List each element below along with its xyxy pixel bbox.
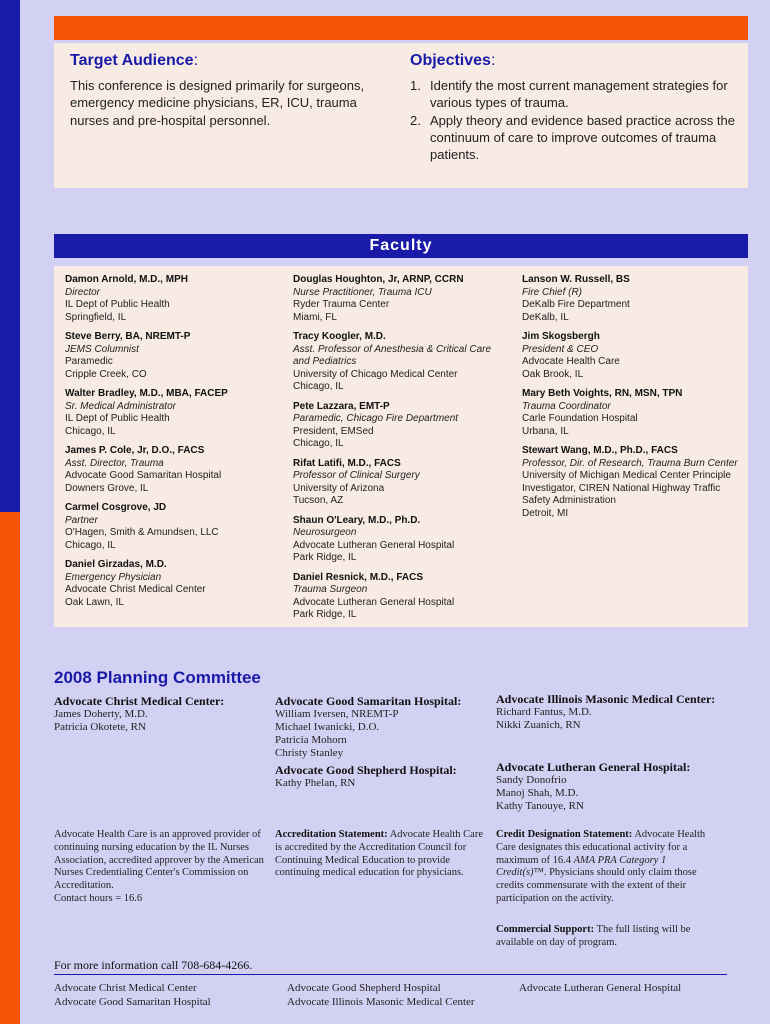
footer-column-3 [519,981,681,995]
objectives-list [410,77,750,163]
committee-hospital: Advocate Good Shepherd Hospital: [275,763,457,777]
faculty-name: James P. Cole, Jr, D.O., FACS [65,445,205,456]
faculty-location: Chicago, IL [293,381,344,392]
faculty-member [293,458,508,508]
committee-member: Patricia Okotete, RN [54,721,146,733]
committee-lutheran [496,760,736,813]
faculty-member [65,388,280,438]
faculty-location: Springfield, IL [65,311,127,323]
faculty-organization: Advocate Lutheran General Hospital [293,539,455,551]
committee-member: William Iversen, NREMT-P [275,708,399,720]
faculty-column-3 [522,274,744,527]
commercial-label: Commercial Support: [496,924,595,935]
top-accent-bar [54,16,748,40]
nursing-text: Advocate Health Care is an approved provider of continuing nursing education by the IL Nurses Association, accredited approver by the American Nurses Credentialing Center's Commission on Accreditation. [54,829,264,892]
faculty-member [522,388,744,438]
faculty-organization: University of Michigan Medical Center Principle Investigator, CIREN National Highway Traffic Safety Administration [522,470,731,506]
committee-member: James Doherty, M.D. [54,708,148,720]
faculty-title: Neurosurgeon [293,527,357,538]
target-audience-text: This conference is designed primarily for surgeons, emergency medicine physicians, ER, ICU, trauma nurses and pre-hospital personnel. [70,78,365,128]
faculty-organization: Ryder Trauma Center [293,299,390,310]
faculty-organization: O'Hagen, Smith & Amundsen, LLC [65,527,219,538]
faculty-title: Professor of Clinical Surgery [293,470,420,481]
faculty-name: Daniel Resnick, M.D., FACS [293,571,424,583]
faculty-member [522,445,744,520]
faculty-location: Detroit, MI [522,507,569,519]
faculty-title: Trauma Surgeon [293,584,368,595]
faculty-member [65,502,280,552]
accreditation-label: Accreditation Statement: [275,829,388,840]
faculty-name: Pete Lazzara, EMT-P [293,400,390,412]
faculty-title: President & CEO [522,343,599,355]
faculty-location: Urbana, IL [522,425,569,437]
faculty-location: Chicago, IL [293,438,344,449]
contact-phone-line: For more information call 708-684-4266. [54,958,253,972]
faculty-organization: Advocate Health Care [522,356,620,367]
commercial-support [496,924,706,950]
faculty-name: Daniel Girzadas, M.D. [65,559,167,570]
planning-committee-heading: 2008 Planning Committee [54,668,261,687]
faculty-organization: Advocate Christ Medical Center [65,584,206,595]
faculty-member [293,331,508,394]
faculty-title: Nurse Practitioner, Trauma ICU [293,286,432,298]
faculty-title: Trauma Coordinator [522,400,611,412]
faculty-location: Chicago, IL [65,425,116,437]
objectives-heading: Objectives: [410,52,496,69]
faculty-name: Shaun O'Leary, M.D., Ph.D. [293,514,421,526]
footer-hospital: Advocate Illinois Masonic Medical Center [287,996,475,1008]
faculty-organization: IL Dept of Public Health [65,299,170,310]
committee-hospital: Advocate Illinois Masonic Medical Center: [496,692,716,706]
footer-hospital: Advocate Lutheran General Hospital [519,982,682,994]
committee-hospital: Advocate Good Samaritan Hospital: [275,694,462,708]
faculty-organization: Paramedic [65,356,113,367]
faculty-organization: Carle Foundation Hospital [522,413,638,424]
faculty-title: Asst. Professor of Anesthesia & Critical Care and Pediatrics [293,343,492,367]
faculty-title: Sr. Medical Administrator [65,400,176,412]
faculty-location: Oak Brook, IL [522,368,584,380]
footer-divider [54,974,727,975]
committee-member: Patricia Mohorn [275,734,347,746]
faculty-title: Director [65,286,101,298]
faculty-title: JEMS Columnist [65,343,139,355]
faculty-member [293,572,508,622]
faculty-member [522,331,744,381]
committee-member: Sandy Donofrio [496,774,567,786]
faculty-location: Tucson, AZ [293,495,344,506]
faculty-member [65,331,280,381]
faculty-member [293,274,508,324]
faculty-member [293,401,508,451]
faculty-location: Chicago, IL [65,539,116,551]
faculty-location: DeKalb, IL [522,311,569,323]
objective-item: 1. Identify the most current management strategies for various types of trauma. [410,78,728,111]
committee-masonic [496,692,736,732]
faculty-title: Fire Chief (R) [522,286,583,298]
footer-hospital: Advocate Good Shepherd Hospital [287,982,441,994]
faculty-name: Damon Arnold, M.D., MPH [65,274,188,285]
credit-designation: Credit Designation Statement: Advocate Health Care designates this educational activity for a maximum of 16.4 AMA PRA Category 1 Credit(s)™. Physicians should only claim those credits commensurate with the extent of their participation on the activity. [496,829,706,904]
faculty-column-1 [65,274,280,616]
faculty-member [65,274,280,324]
committee-good-samaritan [275,694,490,760]
accreditation-statement [275,829,490,880]
faculty-name: Walter Bradley, M.D., MBA, FACEP [65,388,228,399]
faculty-location: Oak Lawn, IL [65,596,124,608]
faculty-organization: University of Chicago Medical Center [293,368,458,380]
faculty-organization: University of Arizona [293,482,385,494]
faculty-location: Downers Grove, IL [65,482,149,494]
faculty-name: Jim Skogsbergh [522,331,600,342]
faculty-location: Park Ridge, IL [293,552,357,563]
faculty-title: Partner [65,514,98,526]
faculty-heading: Faculty [54,234,748,258]
nursing-accreditation [54,829,264,906]
target-audience-heading: Target Audience: [70,52,199,69]
faculty-column-2 [293,274,508,629]
credit-label: Credit Designation Statement: [496,829,633,840]
committee-christ [54,694,264,734]
committee-member: Nikki Zuanich, RN [496,719,581,731]
committee-hospital: Advocate Christ Medical Center: [54,694,225,708]
committee-member: Michael Iwanicki, D.O. [275,721,380,733]
faculty-organization: DeKalb Fire Department [522,299,630,310]
faculty-organization: Advocate Good Samaritan Hospital [65,470,222,481]
faculty-name: Rifat Latifi, M.D., FACS [293,457,401,469]
objective-item: 2. Apply theory and evidence based practice across the continuum of care to improve outcomes of trauma patients. [410,112,735,163]
faculty-name: Stewart Wang, M.D., Ph.D., FACS [522,445,678,456]
faculty-title: Professor, Dir. of Research, Trauma Burn Center [522,457,738,469]
faculty-name: Douglas Houghton, Jr, ARNP, CCRN [293,274,464,285]
faculty-name: Lanson W. Russell, BS [522,274,630,285]
faculty-member [65,559,280,609]
faculty-location: Miami, FL [293,311,337,323]
committee-member: Kathy Tanouye, RN [496,800,584,812]
faculty-name: Steve Berry, BA, NREMT-P [65,331,191,342]
side-stripe-orange [0,512,20,1024]
faculty-title: Paramedic, Chicago Fire Department [293,413,459,424]
footer-hospital: Advocate Good Samaritan Hospital [54,996,211,1008]
faculty-organization: President, EMSed [293,425,374,437]
faculty-member [293,515,508,565]
committee-good-shepherd [275,763,490,790]
faculty-location: Park Ridge, IL [293,609,357,620]
commercial-text: The full listing will be available on day of program. [496,924,691,948]
faculty-organization: Advocate Lutheran General Hospital [293,596,455,608]
faculty-name: Mary Beth Voights, RN, MSN, TPN [522,388,683,399]
committee-member: Kathy Phelan, RN [275,777,356,789]
faculty-organization: IL Dept of Public Health [65,413,170,424]
footer-hospital: Advocate Christ Medical Center [54,982,197,994]
side-stripe-blue [0,0,20,512]
footer-column-2 [287,981,475,1009]
faculty-member [65,445,280,495]
committee-hospital: Advocate Lutheran General Hospital: [496,760,691,774]
faculty-location: Cripple Creek, CO [65,368,147,380]
faculty-member [522,274,744,324]
committee-member: Manoj Shah, M.D. [496,787,579,799]
footer-column-1 [54,981,211,1009]
faculty-name: Carmel Cosgrove, JD [65,502,167,513]
faculty-title: Asst. Director, Trauma [65,457,164,469]
faculty-title: Emergency Physician [65,571,162,583]
committee-member: Christy Stanley [275,747,344,759]
accreditation-text: Advocate Health Care is accredited by the Accreditation Council for Continuing Medical Education to provide continuing medical education for physicians. [275,829,483,879]
contact-hours: Contact hours = 16.6 [54,892,143,904]
committee-member: Richard Fantus, M.D. [496,706,592,718]
faculty-name: Tracy Koogler, M.D. [293,331,386,342]
